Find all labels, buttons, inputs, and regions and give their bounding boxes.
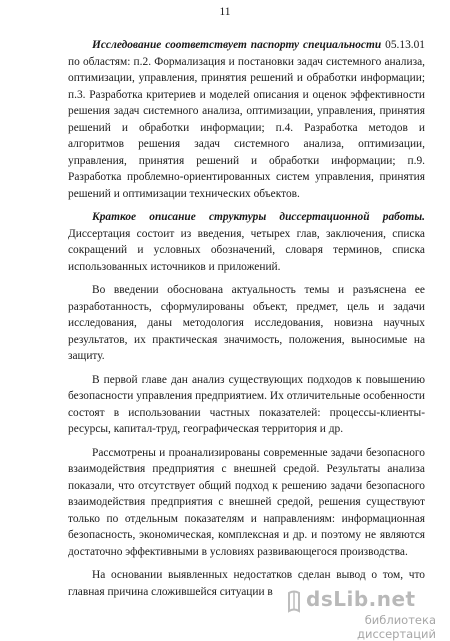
watermark-subtitle: библиотека диссертаций [357, 613, 436, 641]
paragraph-lead: Исследование соответствует паспорту специальности [92, 39, 382, 51]
paragraph-introduction [68, 282, 425, 365]
watermark-name: dsLib.net [306, 587, 416, 611]
paragraph-text: На основании выявленных недостатков сделан вывод о том, что главная причина сложившейся ситуации в [68, 569, 425, 598]
paragraph-text: 05.13.01 по областям: п.2. Формализация и постановки задач системного анализа, оптимизации, управления, принятия решений и обработки информации; п.3. Разработка критериев и моделей описания и оценок эффективности решения задач системного анализа, оптимизации, управления, принятия решений и обработки информации; п.4. Разработка методов и алгоритмов решения задач системного анализа, оптимизации, управления, принятия решений и обработки информации; п.9. Разработка проблемно-ориентированных систем управления, принятия решений и оптимизации технических объектов. [68, 39, 425, 200]
watermark[interactable] [286, 587, 436, 641]
paragraph-text: Рассмотрены и проанализированы современные задачи безопасного взаимодействия предприятия с внешней средой. Результаты анализа показали, что отсутствует общий подход к решению задачи безопасного взаимодействия предприятия с внешней средой, решения существуют только по отдельным показателям и направлениям: информационная безопасность, экономическая, комплексная и др. и поэтому не являются достаточно эффективными в условиях развивающегося производства. [68, 446, 425, 558]
paragraph-structure [68, 209, 425, 275]
paragraph-text: Во введении обоснована актуальность темы и разъяснена ее разработанность, сформулированы объект, предмет, цель и задачи исследования, даны методология исследования, новизна научных результатов, их практическая значимость, положения, выносимые на защиту. [68, 284, 425, 362]
paragraph-analysis [68, 445, 425, 561]
book-logo-icon [286, 589, 302, 615]
paragraph-lead: Краткое описание структуры диссертационной работы. [92, 211, 425, 223]
paragraph-chapter-one [68, 372, 425, 438]
paragraph-specialty [68, 37, 425, 202]
paragraph-text: В первой главе дан анализ существующих подходов к повышению безопасности управления предприятием. Их отличительные особенности состоят в использовании частных показателей: процессы-клиенты-ресурсы, капитал-труд, географическая территория и др. [68, 373, 425, 435]
document-body [68, 37, 425, 600]
paragraph-text: Диссертация состоит из введения, четырех глав, заключения, списка сокращений и условных обозначений, словаря терминов, списка использованных источников и приложений. [68, 227, 425, 273]
page-number: 11 [219, 6, 231, 18]
